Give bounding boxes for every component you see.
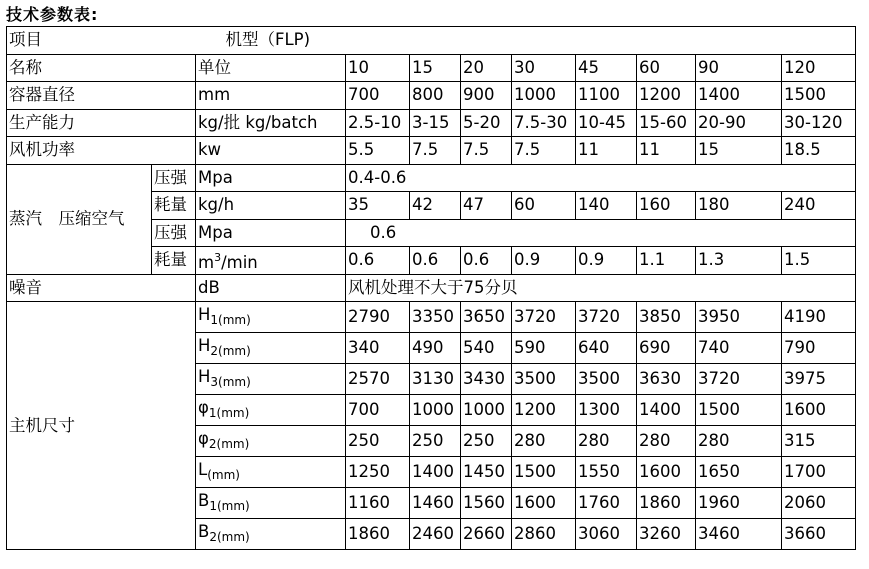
- value-cell: 3720: [576, 302, 637, 333]
- dimension-symbol-cell: [196, 364, 346, 395]
- value-cell: 1.1: [637, 247, 696, 275]
- dimensions-label: 主机尺寸: [7, 302, 196, 550]
- spec-table: [6, 26, 856, 550]
- value-cell: 5-20: [461, 109, 512, 137]
- dimension-symbol: B: [198, 521, 210, 541]
- value-cell: 2.5-10: [346, 109, 410, 137]
- value-cell: 15: [696, 137, 782, 165]
- value-cell: 3460: [696, 519, 782, 550]
- value-cell: 1560: [461, 488, 512, 519]
- value-cell: 7.5: [461, 137, 512, 165]
- value-cell: 180: [696, 192, 782, 220]
- value-cell: 1600: [512, 488, 576, 519]
- row-label: 噪音: [7, 274, 196, 302]
- sub-label: 耗量: [152, 247, 196, 275]
- unit-cell: Mpa: [196, 164, 346, 192]
- value-cell: 1600: [637, 457, 696, 488]
- value-cell: 1460: [410, 488, 461, 519]
- dimension-symbol-cell: [196, 488, 346, 519]
- value-cell: 1300: [576, 395, 637, 426]
- value-cell: 风机处理不大于75分贝: [346, 274, 856, 302]
- value-cell: 280: [512, 426, 576, 457]
- value-cell: 47: [461, 192, 512, 220]
- dimension-subscript: 1(mm): [209, 498, 250, 513]
- value-cell: 700: [346, 395, 410, 426]
- value-cell: 11: [637, 137, 696, 165]
- row-label: 容器直径: [7, 82, 196, 110]
- value-cell: 1160: [346, 488, 410, 519]
- unit-cell: dB: [196, 274, 346, 302]
- model-cell: 120: [782, 54, 856, 82]
- dimension-subscript: 2(mm): [208, 436, 250, 451]
- value-cell: 1.3: [696, 247, 782, 275]
- dimension-symbol: H: [198, 366, 211, 386]
- table-row: [7, 27, 856, 55]
- unit-cell: kw: [196, 137, 346, 165]
- value-cell: 590: [512, 333, 576, 364]
- value-cell: 3650: [461, 302, 512, 333]
- value-cell: 0.6: [346, 219, 856, 247]
- value-cell: 315: [782, 426, 856, 457]
- value-cell: 3130: [410, 364, 461, 395]
- dimension-symbol: L: [198, 459, 208, 479]
- value-cell: 1200: [512, 395, 576, 426]
- value-cell: 3720: [696, 364, 782, 395]
- value-cell: 1500: [512, 457, 576, 488]
- value-cell: 1450: [461, 457, 512, 488]
- row-label: 生产能力: [7, 109, 196, 137]
- row-label: 名称: [7, 54, 196, 82]
- value-cell: 1860: [346, 519, 410, 550]
- value-cell: 280: [696, 426, 782, 457]
- value-cell: 3630: [637, 364, 696, 395]
- unit-cell: mm: [196, 82, 346, 110]
- model-cell: 15: [410, 54, 461, 82]
- value-cell: 3975: [782, 364, 856, 395]
- value-cell: 3350: [410, 302, 461, 333]
- value-cell: 1000: [512, 82, 576, 110]
- value-cell: 160: [637, 192, 696, 220]
- value-cell: 1960: [696, 488, 782, 519]
- value-cell: 10-45: [576, 109, 637, 137]
- value-cell: 2660: [461, 519, 512, 550]
- value-cell: 15-60: [637, 109, 696, 137]
- value-cell: 5.5: [346, 137, 410, 165]
- value-cell: 3430: [461, 364, 512, 395]
- value-cell: 0.6: [346, 247, 410, 275]
- value-cell: 1000: [461, 395, 512, 426]
- page-title: 技术参数表:: [6, 5, 99, 24]
- model-cell: 20: [461, 54, 512, 82]
- dimension-subscript: 1(mm): [210, 312, 251, 327]
- value-cell: 1500: [696, 395, 782, 426]
- value-cell: 700: [346, 82, 410, 110]
- value-cell: 280: [576, 426, 637, 457]
- value-cell: 3-15: [410, 109, 461, 137]
- unit-cell: Mpa: [196, 219, 346, 247]
- sub-label: 耗量: [152, 192, 196, 220]
- value-cell: 60: [512, 192, 576, 220]
- dimension-subscript: 2(mm): [210, 343, 251, 358]
- value-cell: 7.5: [512, 137, 576, 165]
- dimension-symbol: H: [198, 304, 211, 324]
- unit-base: m: [198, 252, 215, 272]
- dimension-symbol: φ: [198, 397, 209, 417]
- value-cell: 1100: [576, 82, 637, 110]
- value-cell: 0.9: [512, 247, 576, 275]
- value-cell: 640: [576, 333, 637, 364]
- header-item-cell: 项目: [7, 27, 196, 55]
- value-cell: 3060: [576, 519, 637, 550]
- value-cell: 11: [576, 137, 637, 165]
- header-model-cell: [196, 27, 856, 55]
- model-cell: 60: [637, 54, 696, 82]
- value-cell: 790: [782, 333, 856, 364]
- value-cell: 2860: [512, 519, 576, 550]
- value-cell: 800: [410, 82, 461, 110]
- table-row: [7, 274, 856, 302]
- value-cell: 1760: [576, 488, 637, 519]
- value-cell: 1500: [782, 82, 856, 110]
- value-cell: 900: [461, 82, 512, 110]
- dimension-subscript: 2(mm): [209, 529, 250, 544]
- value-cell: 20-90: [696, 109, 782, 137]
- dimension-symbol-cell: [196, 302, 346, 333]
- model-cell: 10: [346, 54, 410, 82]
- value-cell: 1400: [637, 395, 696, 426]
- value-cell: 1.5: [782, 247, 856, 275]
- unit-tail: /min: [221, 252, 258, 272]
- value-cell: 7.5: [410, 137, 461, 165]
- value-cell: 0.6: [410, 247, 461, 275]
- row-label: 风机功率: [7, 137, 196, 165]
- value-cell: 18.5: [782, 137, 856, 165]
- value-cell: 1600: [782, 395, 856, 426]
- dimension-symbol: φ: [198, 428, 209, 448]
- value-cell: 2460: [410, 519, 461, 550]
- value-cell: 1200: [637, 82, 696, 110]
- value-cell: 140: [576, 192, 637, 220]
- table-row: [7, 82, 856, 110]
- value-cell: 1860: [637, 488, 696, 519]
- value-cell: 690: [637, 333, 696, 364]
- model-cell: 90: [696, 54, 782, 82]
- unit-cell: kg/h: [196, 192, 346, 220]
- model-label: 机型（FLP): [225, 30, 311, 50]
- value-cell: 250: [461, 426, 512, 457]
- value-cell: 0.6: [461, 247, 512, 275]
- value-cell: 240: [782, 192, 856, 220]
- value-cell: 2060: [782, 488, 856, 519]
- table-row: [7, 137, 856, 165]
- value-cell: 30-120: [782, 109, 856, 137]
- value-cell: 280: [637, 426, 696, 457]
- value-cell: 3660: [782, 519, 856, 550]
- value-cell: 1250: [346, 457, 410, 488]
- steam-air-label: 蒸汽 压缩空气: [7, 164, 152, 274]
- value-cell: 3260: [637, 519, 696, 550]
- unit-cell: [196, 247, 346, 275]
- value-cell: 35: [346, 192, 410, 220]
- dimension-subscript: 3(mm): [210, 374, 251, 389]
- table-row: [7, 164, 856, 192]
- value-cell: 42: [410, 192, 461, 220]
- unit-cell: kg/批 kg/batch: [196, 109, 346, 137]
- value-cell: 740: [696, 333, 782, 364]
- dimension-symbol-cell: [196, 395, 346, 426]
- dimension-symbol-cell: [196, 457, 346, 488]
- value-cell: 3720: [512, 302, 576, 333]
- value-cell: 1000: [410, 395, 461, 426]
- value-cell: 250: [410, 426, 461, 457]
- value-cell: 3500: [512, 364, 576, 395]
- value-cell: 1400: [696, 82, 782, 110]
- value-cell: 4190: [782, 302, 856, 333]
- value-cell: 340: [346, 333, 410, 364]
- value-cell: 3500: [576, 364, 637, 395]
- value-cell: 0.4-0.6: [346, 164, 856, 192]
- dimension-symbol-cell: [196, 333, 346, 364]
- value-cell: 2570: [346, 364, 410, 395]
- dimension-subscript: 1(mm): [208, 405, 250, 420]
- table-row: [7, 109, 856, 137]
- unit-cell: 单位: [196, 54, 346, 82]
- value-cell: 1700: [782, 457, 856, 488]
- dimension-symbol: B: [198, 490, 210, 510]
- dimension-symbol: H: [198, 335, 211, 355]
- value-cell: 1550: [576, 457, 637, 488]
- sub-label: 压强: [152, 164, 196, 192]
- value-cell: 490: [410, 333, 461, 364]
- value-cell: 250: [346, 426, 410, 457]
- unit-superscript: 3: [214, 250, 222, 264]
- value-cell: 3850: [637, 302, 696, 333]
- table-row: [7, 302, 856, 333]
- sub-label: 压强: [152, 219, 196, 247]
- value-cell: 7.5-30: [512, 109, 576, 137]
- value-cell: 1400: [410, 457, 461, 488]
- value-cell: 540: [461, 333, 512, 364]
- table-row: [7, 54, 856, 82]
- value-cell: 2790: [346, 302, 410, 333]
- model-cell: 30: [512, 54, 576, 82]
- dimension-subscript: (mm): [207, 467, 240, 482]
- value-cell: 1650: [696, 457, 782, 488]
- dimension-symbol-cell: [196, 519, 346, 550]
- model-cell: 45: [576, 54, 637, 82]
- dimension-symbol-cell: [196, 426, 346, 457]
- value-cell: 3950: [696, 302, 782, 333]
- value-cell: 0.9: [576, 247, 637, 275]
